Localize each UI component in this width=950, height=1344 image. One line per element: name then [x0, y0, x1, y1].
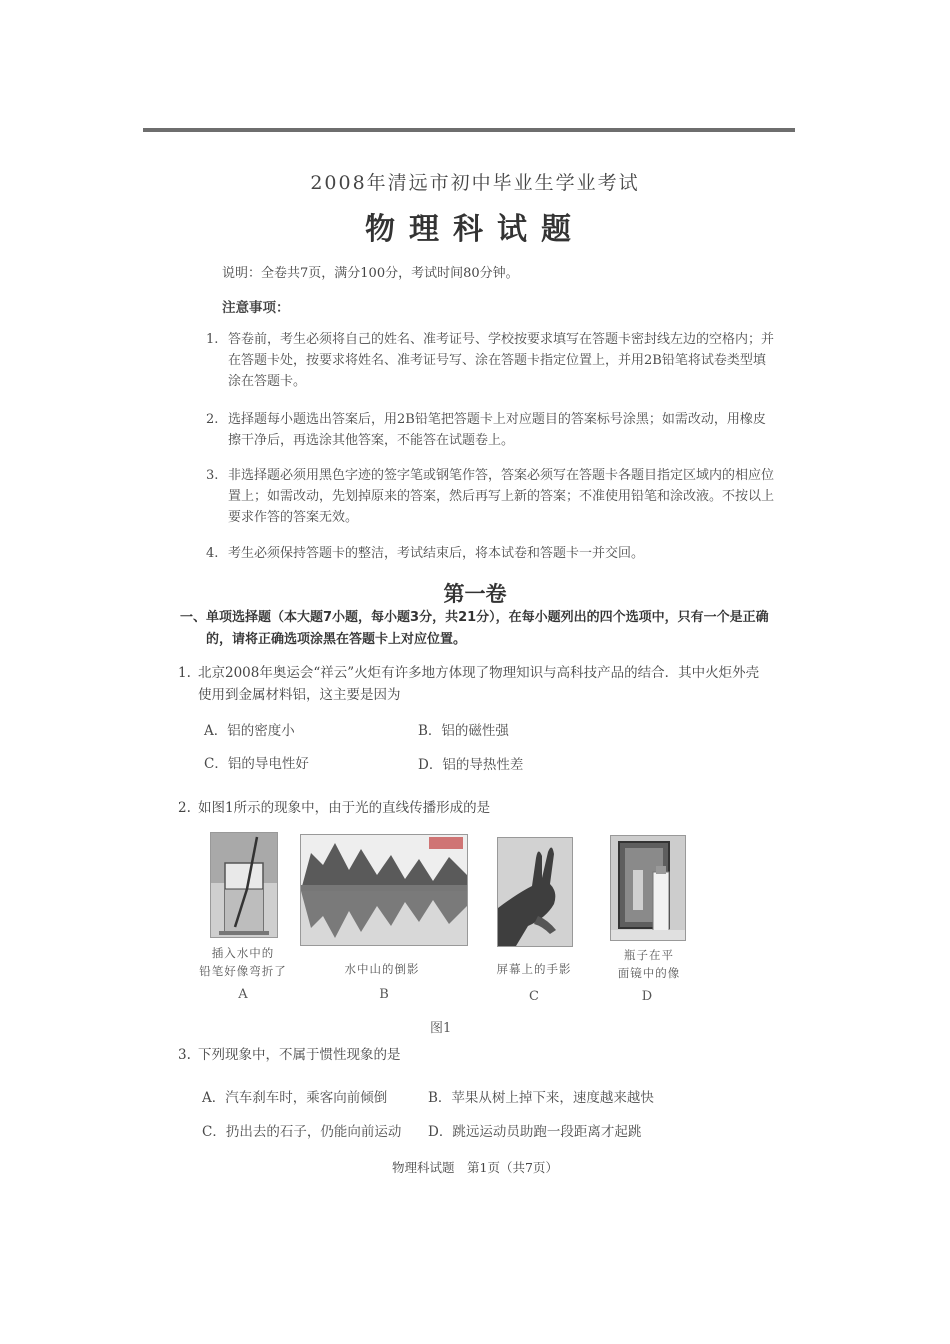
option-d: D．跳远运动员助跑一段距离才起跳 — [428, 1124, 642, 1140]
notice-item-number: 1. — [206, 332, 219, 347]
option-c: C．扔出去的石子，仍能向前运动 — [202, 1124, 402, 1140]
figure-c-caption: 屏幕上的手影 — [496, 962, 572, 976]
option-b: B．铝的磁性强 — [418, 723, 509, 739]
section-number: 一、 — [180, 610, 207, 625]
option-b: B．苹果从树上掉下来，速度越来越快 — [428, 1090, 654, 1106]
figure-mountain-reflection-image — [300, 834, 468, 946]
question-number: 1. — [178, 665, 191, 681]
question-text: 下列现象中，不属于惯性现象的是 — [198, 1047, 401, 1063]
exam-subtitle: 2008年清远市初中毕业生学业考试 — [310, 172, 640, 194]
section-heading — [180, 607, 776, 651]
notice-item-text: 答卷前，考生必须将自己的姓名、准考证号、学校按要求填写在答题卡密封线左边的空格内；并在答题卡处，按要求将姓名、准考证号写、涂在答题卡指定位置上，并用2B铅笔将试卷类型填涂在答题卡。 — [228, 332, 775, 389]
figure-a-letter: A — [238, 987, 248, 1002]
figure-d-letter: D — [641, 989, 653, 1004]
option-a: A．汽车刹车时，乘客向前倾倒 — [202, 1090, 388, 1106]
figure-mirror-bottle-image — [610, 835, 686, 941]
figure-c-letter: C — [529, 989, 539, 1004]
notice-item-number: 3. — [206, 468, 219, 483]
exam-title: 物理科试题 — [365, 212, 585, 247]
notice-heading: 注意事项： — [222, 300, 290, 316]
option-d: D．铝的导热性差 — [418, 757, 524, 773]
notice-item-number: 2. — [206, 412, 219, 427]
question-text: 如图1所示的现象中，由于光的直线传播形成的是 — [198, 800, 491, 816]
header-rule — [143, 128, 795, 132]
option-c: C．铝的导电性好 — [204, 756, 309, 772]
question-number: 3. — [178, 1047, 191, 1063]
figure-pencil-in-water-image — [210, 832, 278, 938]
page-footer: 物理科试题 第1页（共7页） — [392, 1160, 558, 1175]
figure-b-letter: B — [379, 987, 389, 1002]
figure-a-caption-line-1: 插入水中的 — [211, 946, 275, 960]
figure-b-caption: 水中山的倒影 — [344, 962, 420, 976]
section-text: 单项选择题（本大题7小题，每小题3分，共21分），在每小题列出的四个选项中，只有一个是正确的，请将正确选项涂黑在答题卡上对应位置。 — [206, 610, 769, 647]
question-number: 2. — [178, 800, 191, 816]
figure-hand-shadow-image — [497, 837, 573, 947]
notice-item-text: 考生必须保持答题卡的整洁，考试结束后，将本试卷和答题卡一并交回。 — [228, 546, 645, 561]
exam-description: 说明：全卷共7页，满分100分，考试时间80分钟。 — [222, 266, 519, 281]
figure-a-caption-line-2: 铅笔好像弯折了 — [199, 964, 287, 978]
figure-d-caption-line-1: 瓶子在平 — [624, 948, 674, 962]
figure-d-caption-line-2: 面镜中的像 — [617, 966, 681, 980]
notice-item-number: 4. — [206, 546, 219, 561]
figure-label: 图1 — [430, 1021, 452, 1036]
notice-item-text: 选择题每小题选出答案后，用2B铅笔把答题卡上对应题目的答案标号涂黑；如需改动，用橡皮擦干净后，再选涂其他答案，不能答在试题卷上。 — [228, 412, 766, 448]
part-title: 第一卷 — [443, 582, 507, 606]
notice-item-text: 非选择题必须用黑色字迹的签字笔或钢笔作答，答案必须写在答题卡各题目指定区域内的相应位置上；如需改动，先划掉原来的答案，然后再写上新的答案；不准使用铅笔和涂改液。不按以上要求作答的答案无效。 — [228, 468, 775, 525]
option-a: A．铝的密度小 — [204, 723, 295, 739]
question-text: 北京2008年奥运会“祥云”火炬有许多地方体现了物理知识与高科技产品的结合．其中火炬外壳使用到金属材料铝，这主要是因为 — [198, 665, 760, 703]
